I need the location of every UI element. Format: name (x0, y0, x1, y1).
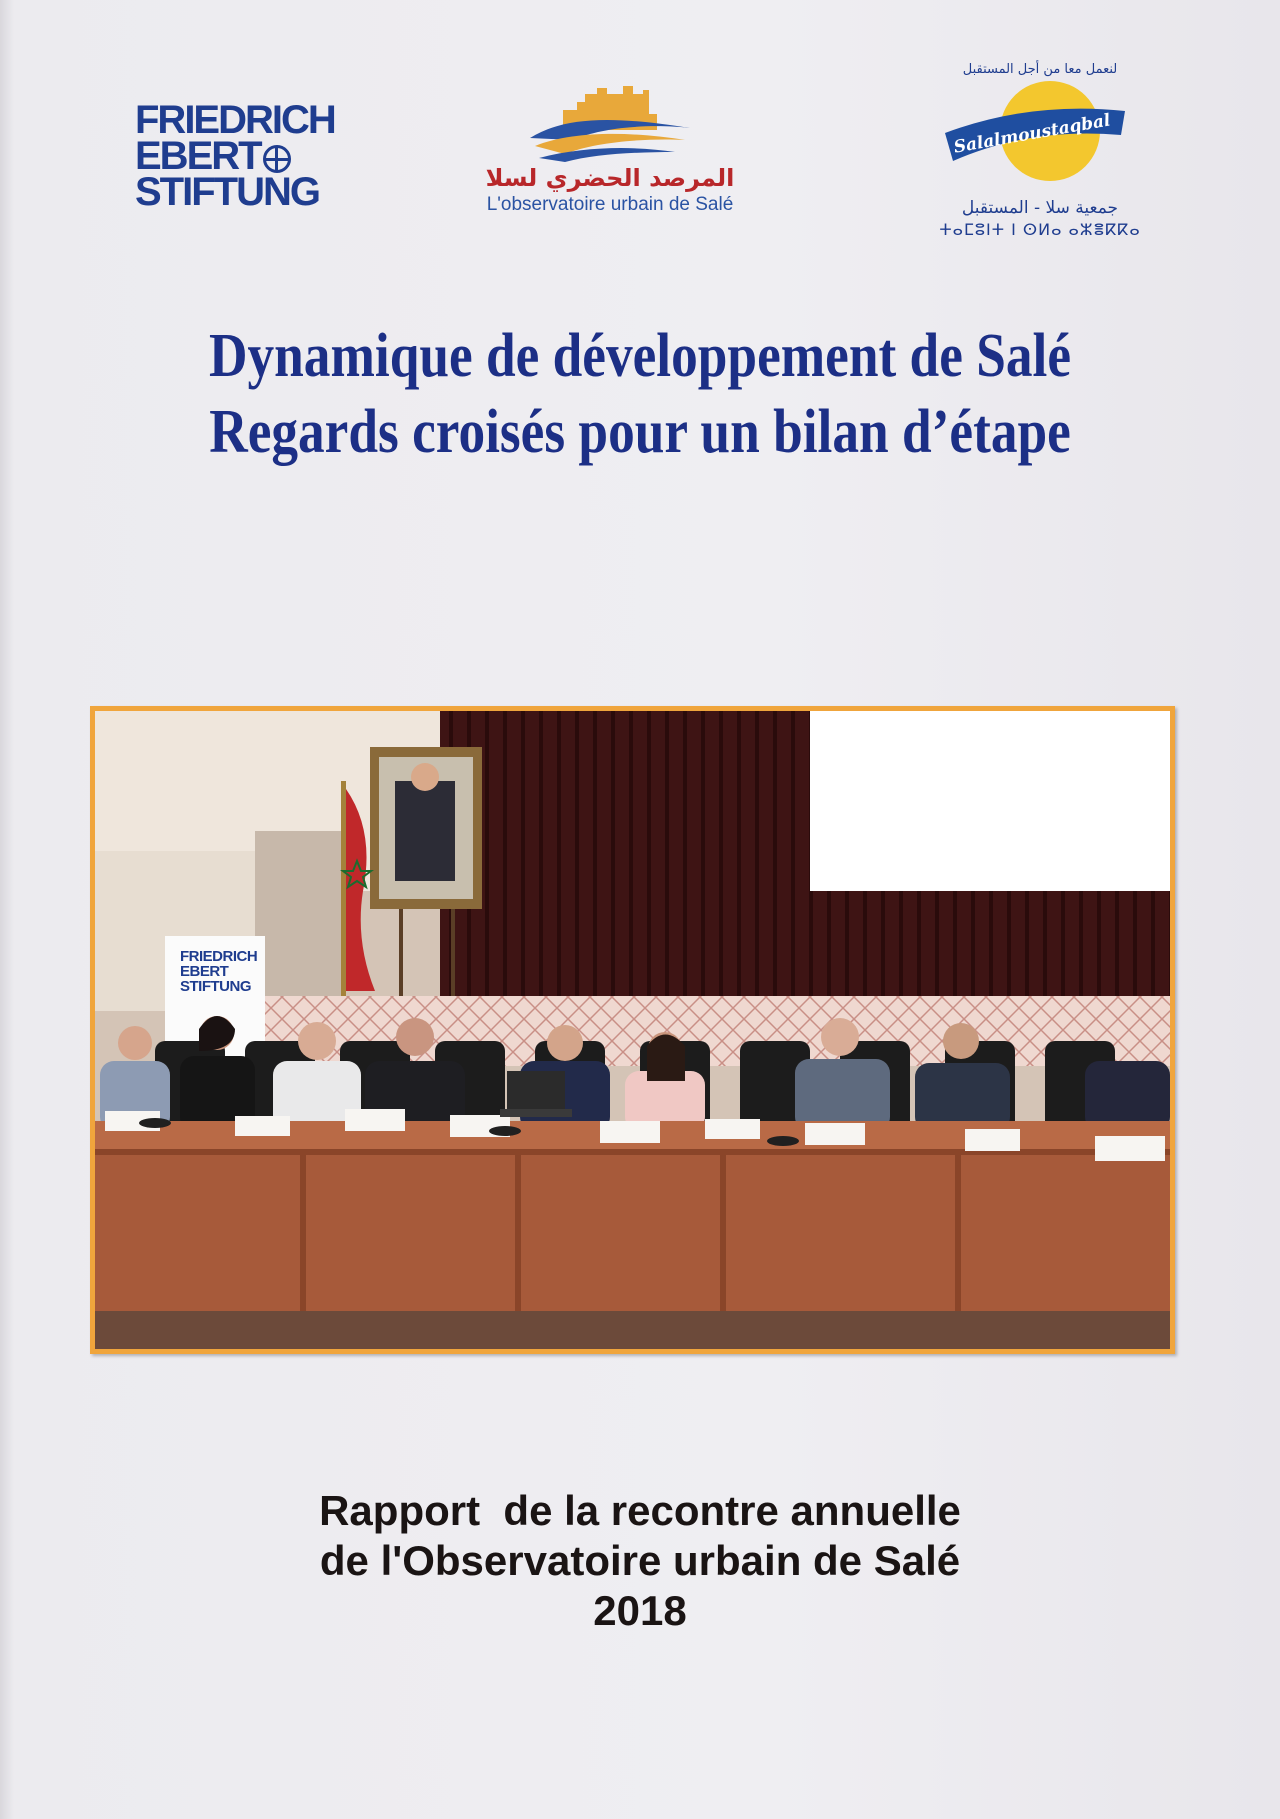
association-logo (935, 62, 1145, 262)
fes-logo-line-3: STIFTUNG (135, 170, 319, 214)
citywall-wave-icon (525, 80, 695, 162)
meeting-photo (90, 706, 1175, 1354)
association-badge-text: Salalmoustaqbal (952, 110, 1112, 158)
report-year: 2018 (593, 1587, 687, 1634)
observatoire-latin-name: L'observatoire urbain de Salé (486, 194, 734, 215)
observatoire-arabic-name: المرصد الحضري لسلا (485, 164, 735, 192)
meeting-photo-illustration (95, 711, 1170, 1349)
association-arc-text: لنعمل معا من أجل المستقبل (962, 62, 1118, 77)
photo-banner-line-1: FRIEDRICH (180, 948, 258, 965)
sun-icon (935, 71, 1145, 191)
photo-banner-line-3: STIFTUNG (180, 978, 251, 995)
fes-logo-line-1: FRIEDRICH (135, 98, 335, 142)
association-tifinagh-name: ⵜⴰⵎⵓⵏⵜ ⵏ ⵙⵍⴰ ⴰⵣⴻⴽⴽⴰ (939, 220, 1141, 239)
fes-logo (135, 98, 355, 214)
report-line-1: Rapport de la recontre annuelle (319, 1487, 961, 1534)
main-title-line-1: Dynamique de développement de Salé (208, 322, 1072, 390)
globe-icon (263, 145, 291, 173)
fes-logo-line-2: EBERT (135, 138, 355, 174)
partner-logos (0, 62, 1280, 260)
photo-banner-line-2: EBERT (180, 963, 229, 980)
association-arabic-name: جمعية سلا - المستقبل (961, 198, 1119, 218)
photo-banner-fes (180, 949, 268, 994)
observatoire-logo (445, 80, 775, 230)
report-caption (0, 1486, 1280, 1636)
main-title (90, 318, 1191, 470)
main-title-line-2: Regards croisés pour un bilan d’étape (209, 398, 1071, 466)
report-line-2: de l'Observatoire urbain de Salé (319, 1537, 961, 1584)
